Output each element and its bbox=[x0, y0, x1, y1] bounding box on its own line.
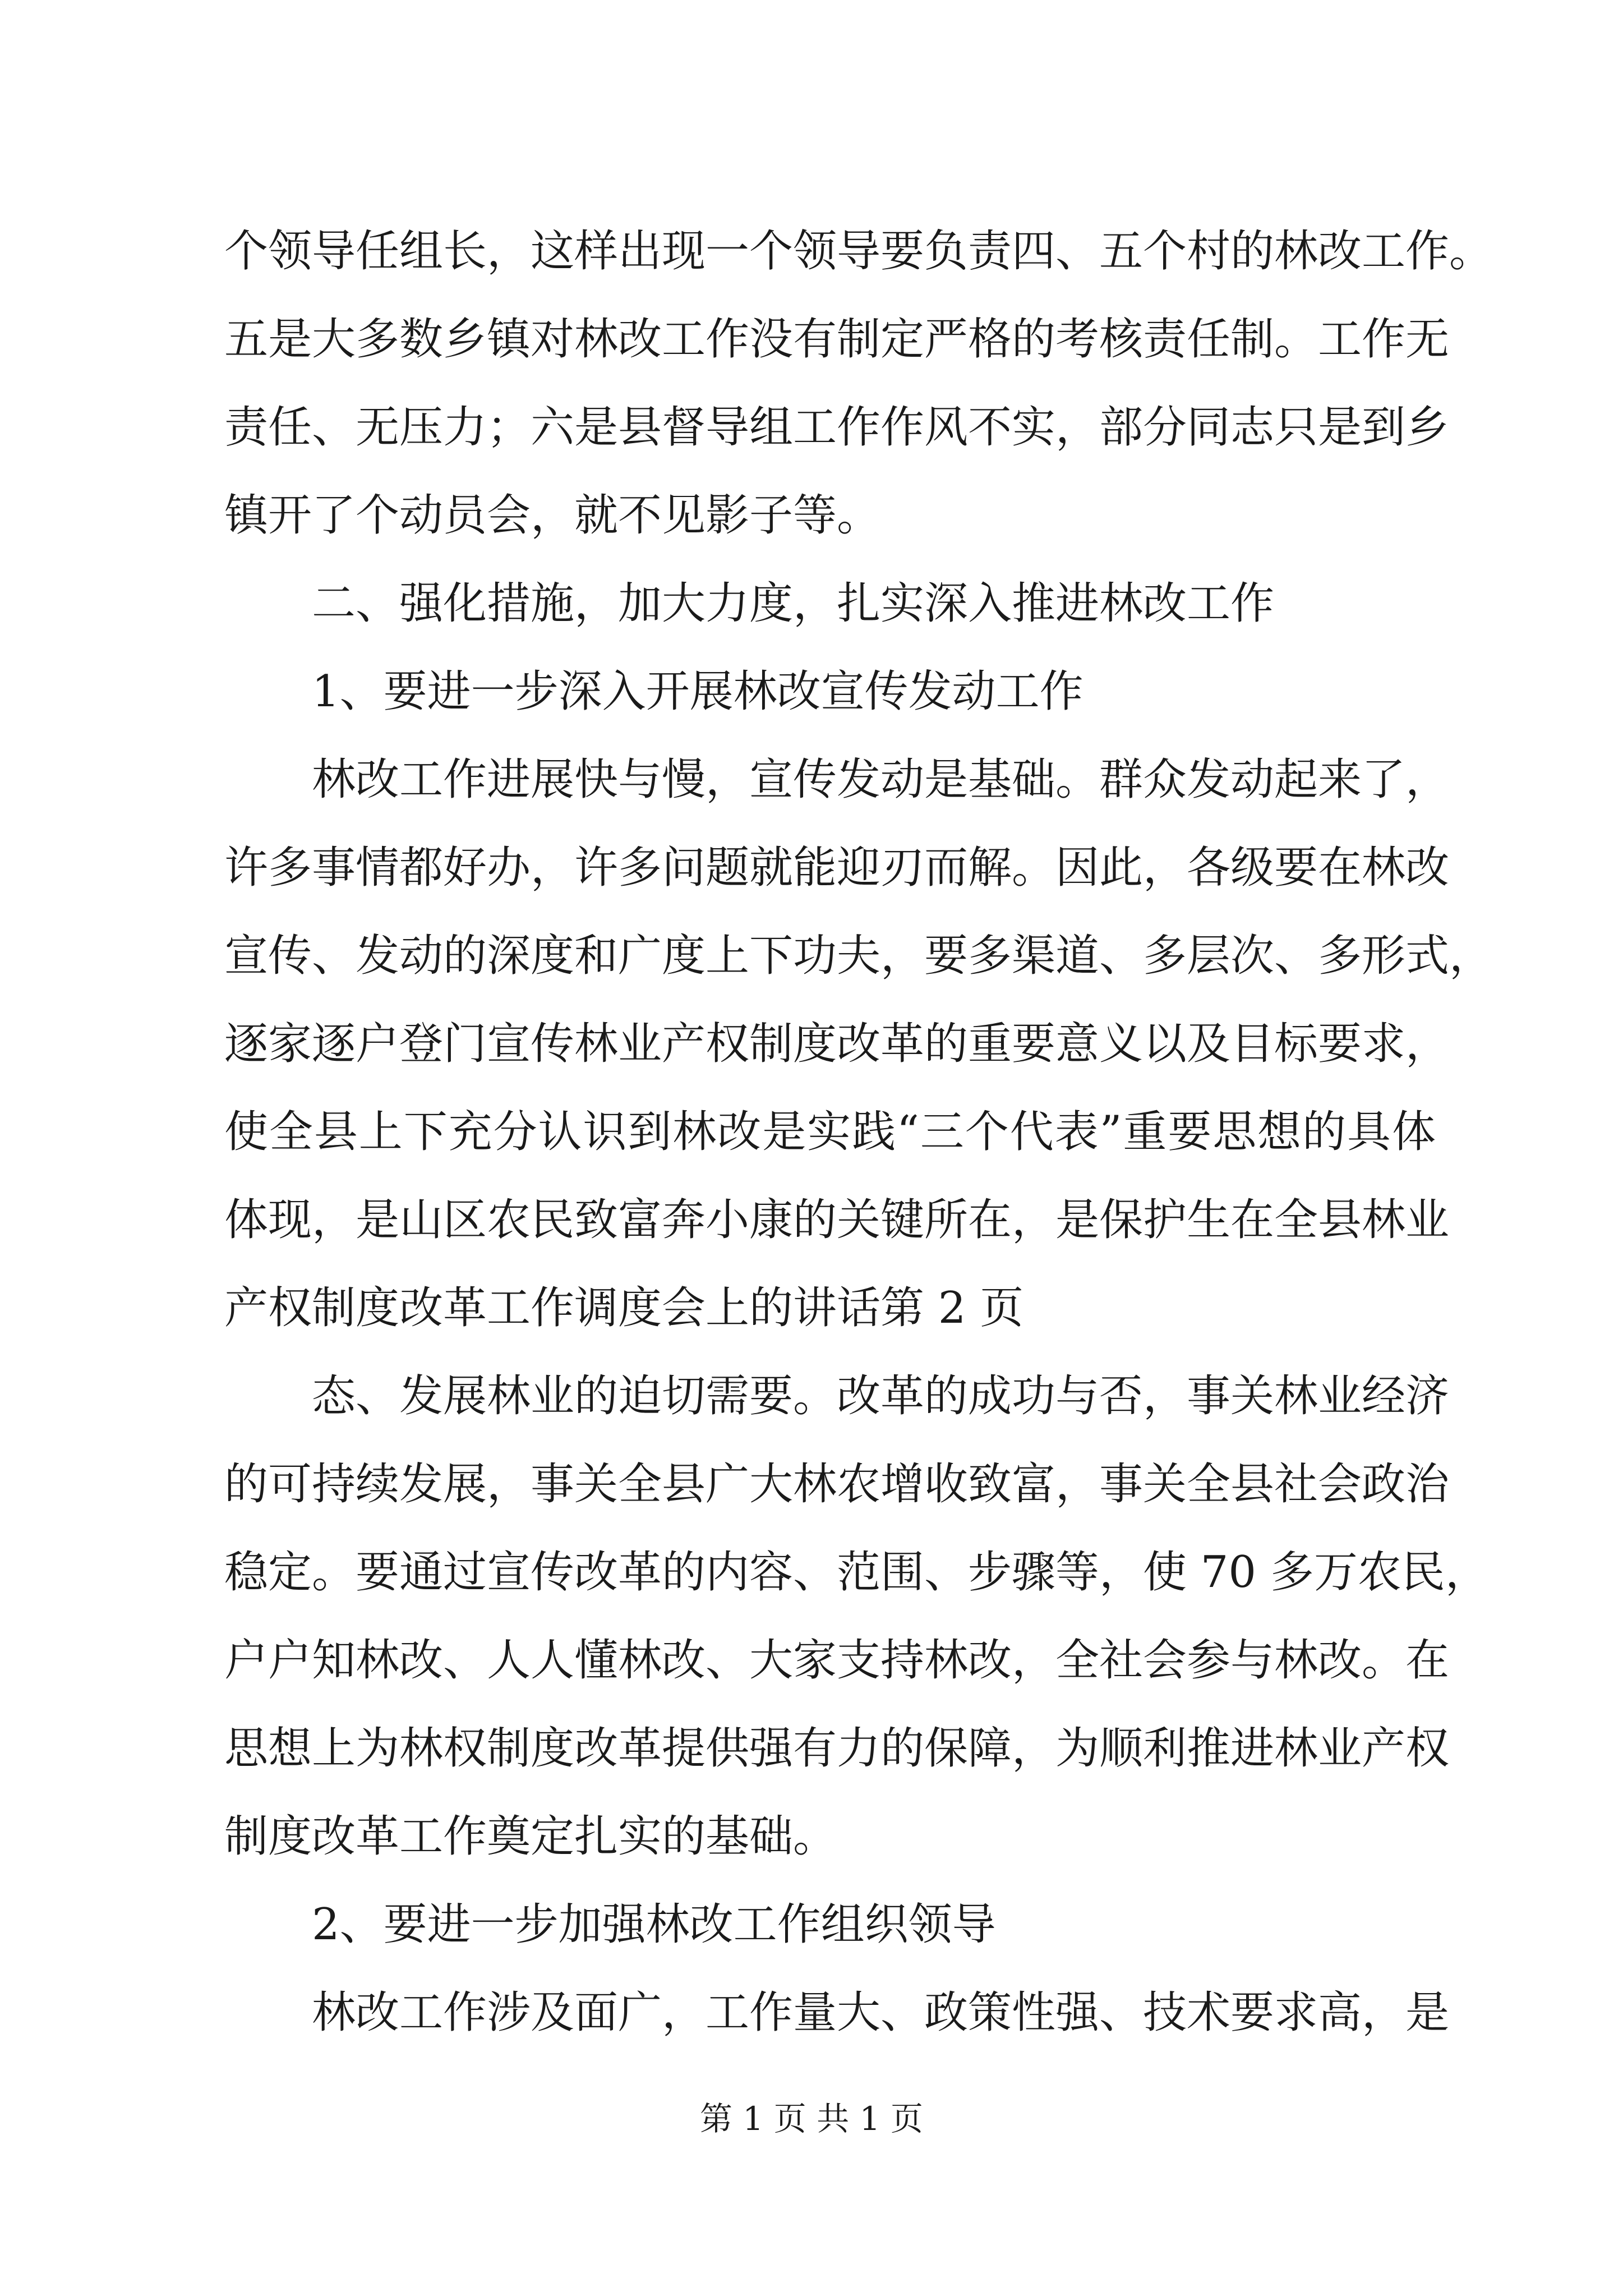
paragraph-line: 稳定。要通过宣传改革的内容、范围、步骤等，使 70 多万农民， bbox=[224, 1547, 1489, 1598]
paragraph-line: 制度改革工作奠定扎实的基础。 bbox=[224, 1811, 837, 1862]
subsection-heading: 1、要进一步深入开展林改宣传发动工作 bbox=[312, 666, 1083, 717]
page-footer: 第 1 页 共 1 页 bbox=[700, 2100, 923, 2138]
paragraph-line: 林改工作涉及面广，工作量大、政策性强、技术要求高，是 bbox=[312, 1987, 1450, 2038]
paragraph-line: 宣传、发动的深度和广度上下功夫，要多渠道、多层次、多形式， bbox=[224, 931, 1493, 981]
paragraph-line: 逐家逐户登门宣传林业产权制度改革的重要意义以及目标要求， bbox=[224, 1019, 1450, 1069]
paragraph-line: 思想上为林权制度改革提供强有力的保障，为顺利推进林业产权 bbox=[224, 1723, 1450, 1774]
paragraph-line: 镇开了个动员会，就不见影子等。 bbox=[224, 490, 881, 541]
paragraph-line: 许多事情都好办，许多问题就能迎刃而解。因此，各级要在林改 bbox=[224, 843, 1450, 893]
paragraph-line: 林改工作进展快与慢，宣传发动是基础。群众发动起来了， bbox=[312, 754, 1450, 805]
paragraph-line: 个领导任组长，这样出现一个领导要负责四、五个村的林改工作。 bbox=[224, 226, 1493, 277]
paragraph-line: 态、发展林业的迫切需要。改革的成功与否，事关林业经济 bbox=[312, 1371, 1450, 1421]
section-heading: 二、强化措施，加大力度，扎实深入推进林改工作 bbox=[312, 578, 1275, 629]
paragraph-line: 责任、无压力；六是县督导组工作作风不实，部分同志只是到乡 bbox=[224, 402, 1450, 453]
paragraph-line: 的可持续发展，事关全县广大林农增收致富，事关全县社会政治 bbox=[224, 1459, 1450, 1510]
paragraph-line: 体现，是山区农民致富奔小康的关键所在，是保护生在全县林业 bbox=[224, 1195, 1450, 1245]
paragraph-line: 使全县上下充分认识到林改是实践“三个代表”重要思想的具体 bbox=[224, 1107, 1436, 1157]
paragraph-line: 五是大多数乡镇对林改工作没有制定严格的考核责任制。工作无 bbox=[224, 314, 1450, 365]
paragraph-line: 户户知林改、人人懂林改、大家支持林改，全社会参与林改。在 bbox=[224, 1635, 1450, 1686]
paragraph-line: 产权制度改革工作调度会上的讲话第 2 页 bbox=[224, 1283, 1024, 1333]
subsection-heading: 2、要进一步加强林改工作组织领导 bbox=[312, 1899, 996, 1950]
